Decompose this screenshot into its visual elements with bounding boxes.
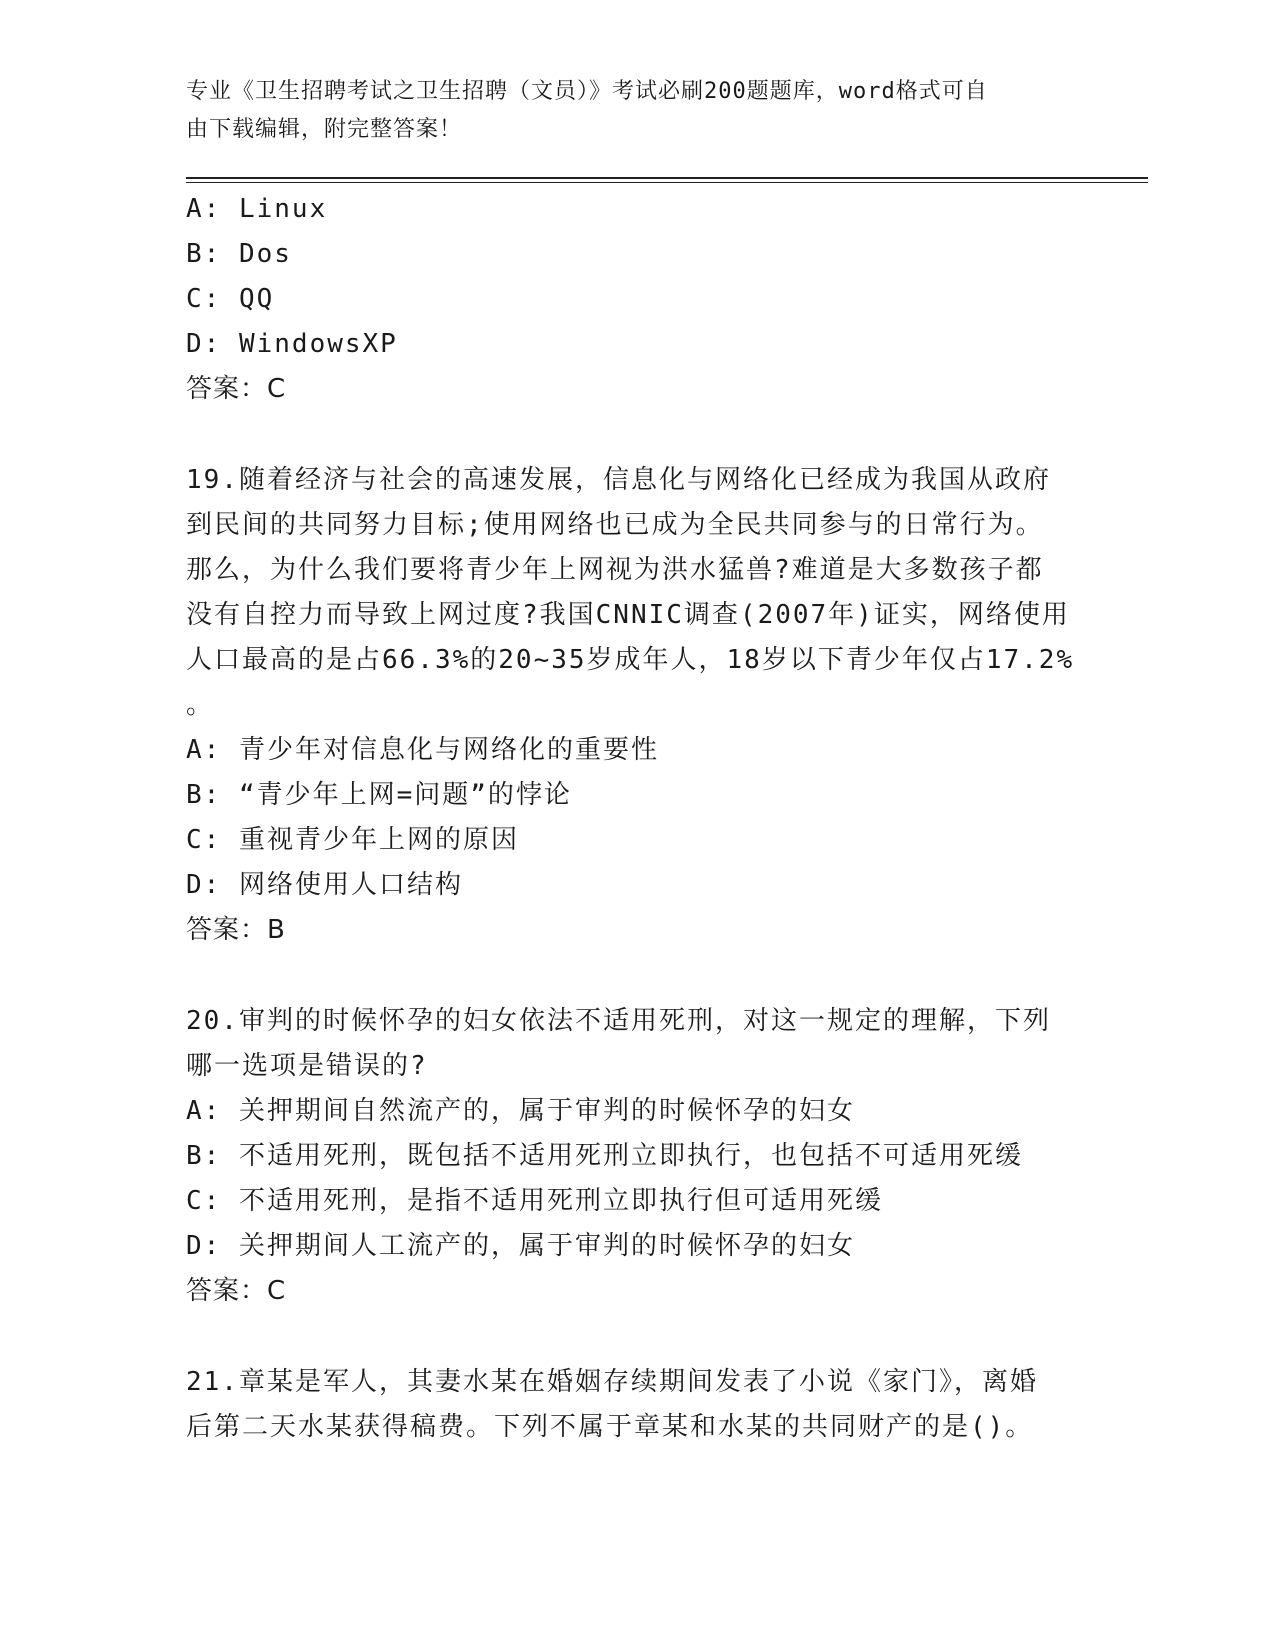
q19-answer: 答案：B (186, 915, 286, 945)
q18-option-b: B: Dos (186, 239, 292, 269)
q19-stem-line-3: 那么，为什么我们要将青少年上网视为洪水猛兽?难道是大多数孩子都 (186, 555, 1044, 585)
header-rule-thick (186, 177, 1148, 179)
q18-option-a: A: Linux (186, 194, 328, 224)
q19-option-d: D: 网络使用人口结构 (186, 870, 463, 900)
q19-stem-line-6: 。 (186, 690, 215, 720)
q21-stem-line-1: 21.章某是军人，其妻水某在婚姻存续期间发表了小说《家门》，离婚 (186, 1367, 1038, 1397)
header-rule-thin (186, 182, 1148, 183)
header-line-1: 专业《卫生招聘考试之卫生招聘（文员）》考试必刷200题题库，word格式可自 (186, 79, 988, 104)
header-line-2: 由下载编辑，附完整答案！ (186, 117, 463, 142)
q19-stem-line-2: 到民间的共同努力目标;使用网络也已成为全民共同参与的日常行为。 (186, 510, 1044, 540)
q20-option-b: B: 不适用死刑，既包括不适用死刑立即执行，也包括不可适用死缓 (186, 1141, 1023, 1171)
q20-option-a: A: 关押期间自然流产的，属于审判的时候怀孕的妇女 (186, 1096, 855, 1126)
q18-option-c: C: QQ (186, 284, 275, 314)
q19-stem-line-1: 19.随着经济与社会的高速发展，信息化与网络化已经成为我国从政府 (186, 465, 1051, 495)
q19-stem-line-4: 没有自控力而导致上网过度?我国CNNIC调查(2007年)证实，网络使用 (186, 600, 1070, 630)
q18-answer: 答案：C (186, 374, 287, 404)
q20-stem-line-2: 哪一选项是错误的? (186, 1051, 428, 1081)
q21-stem-line-2: 后第二天水某获得稿费。下列不属于章某和水某的共同财产的是()。 (186, 1412, 1034, 1442)
q20-option-d: D: 关押期间人工流产的，属于审判的时候怀孕的妇女 (186, 1231, 855, 1261)
q19-option-a: A: 青少年对信息化与网络化的重要性 (186, 735, 659, 765)
q20-option-c: C: 不适用死刑，是指不适用死刑立即执行但可适用死缓 (186, 1186, 883, 1216)
document-header (186, 73, 1066, 149)
q19-option-c: C: 重视青少年上网的原因 (186, 825, 519, 855)
q18-option-d: D: WindowsXP (186, 329, 398, 359)
q20-answer: 答案：C (186, 1276, 287, 1306)
q20-stem-line-1: 20.审判的时候怀孕的妇女依法不适用死刑，对这一规定的理解，下列 (186, 1006, 1051, 1036)
q19-option-b: B: “青少年上网=问题”的悖论 (186, 780, 572, 810)
q19-stem-line-5: 人口最高的是占66.3%的20~35岁成年人，18岁以下青少年仅占17.2% (186, 645, 1075, 675)
